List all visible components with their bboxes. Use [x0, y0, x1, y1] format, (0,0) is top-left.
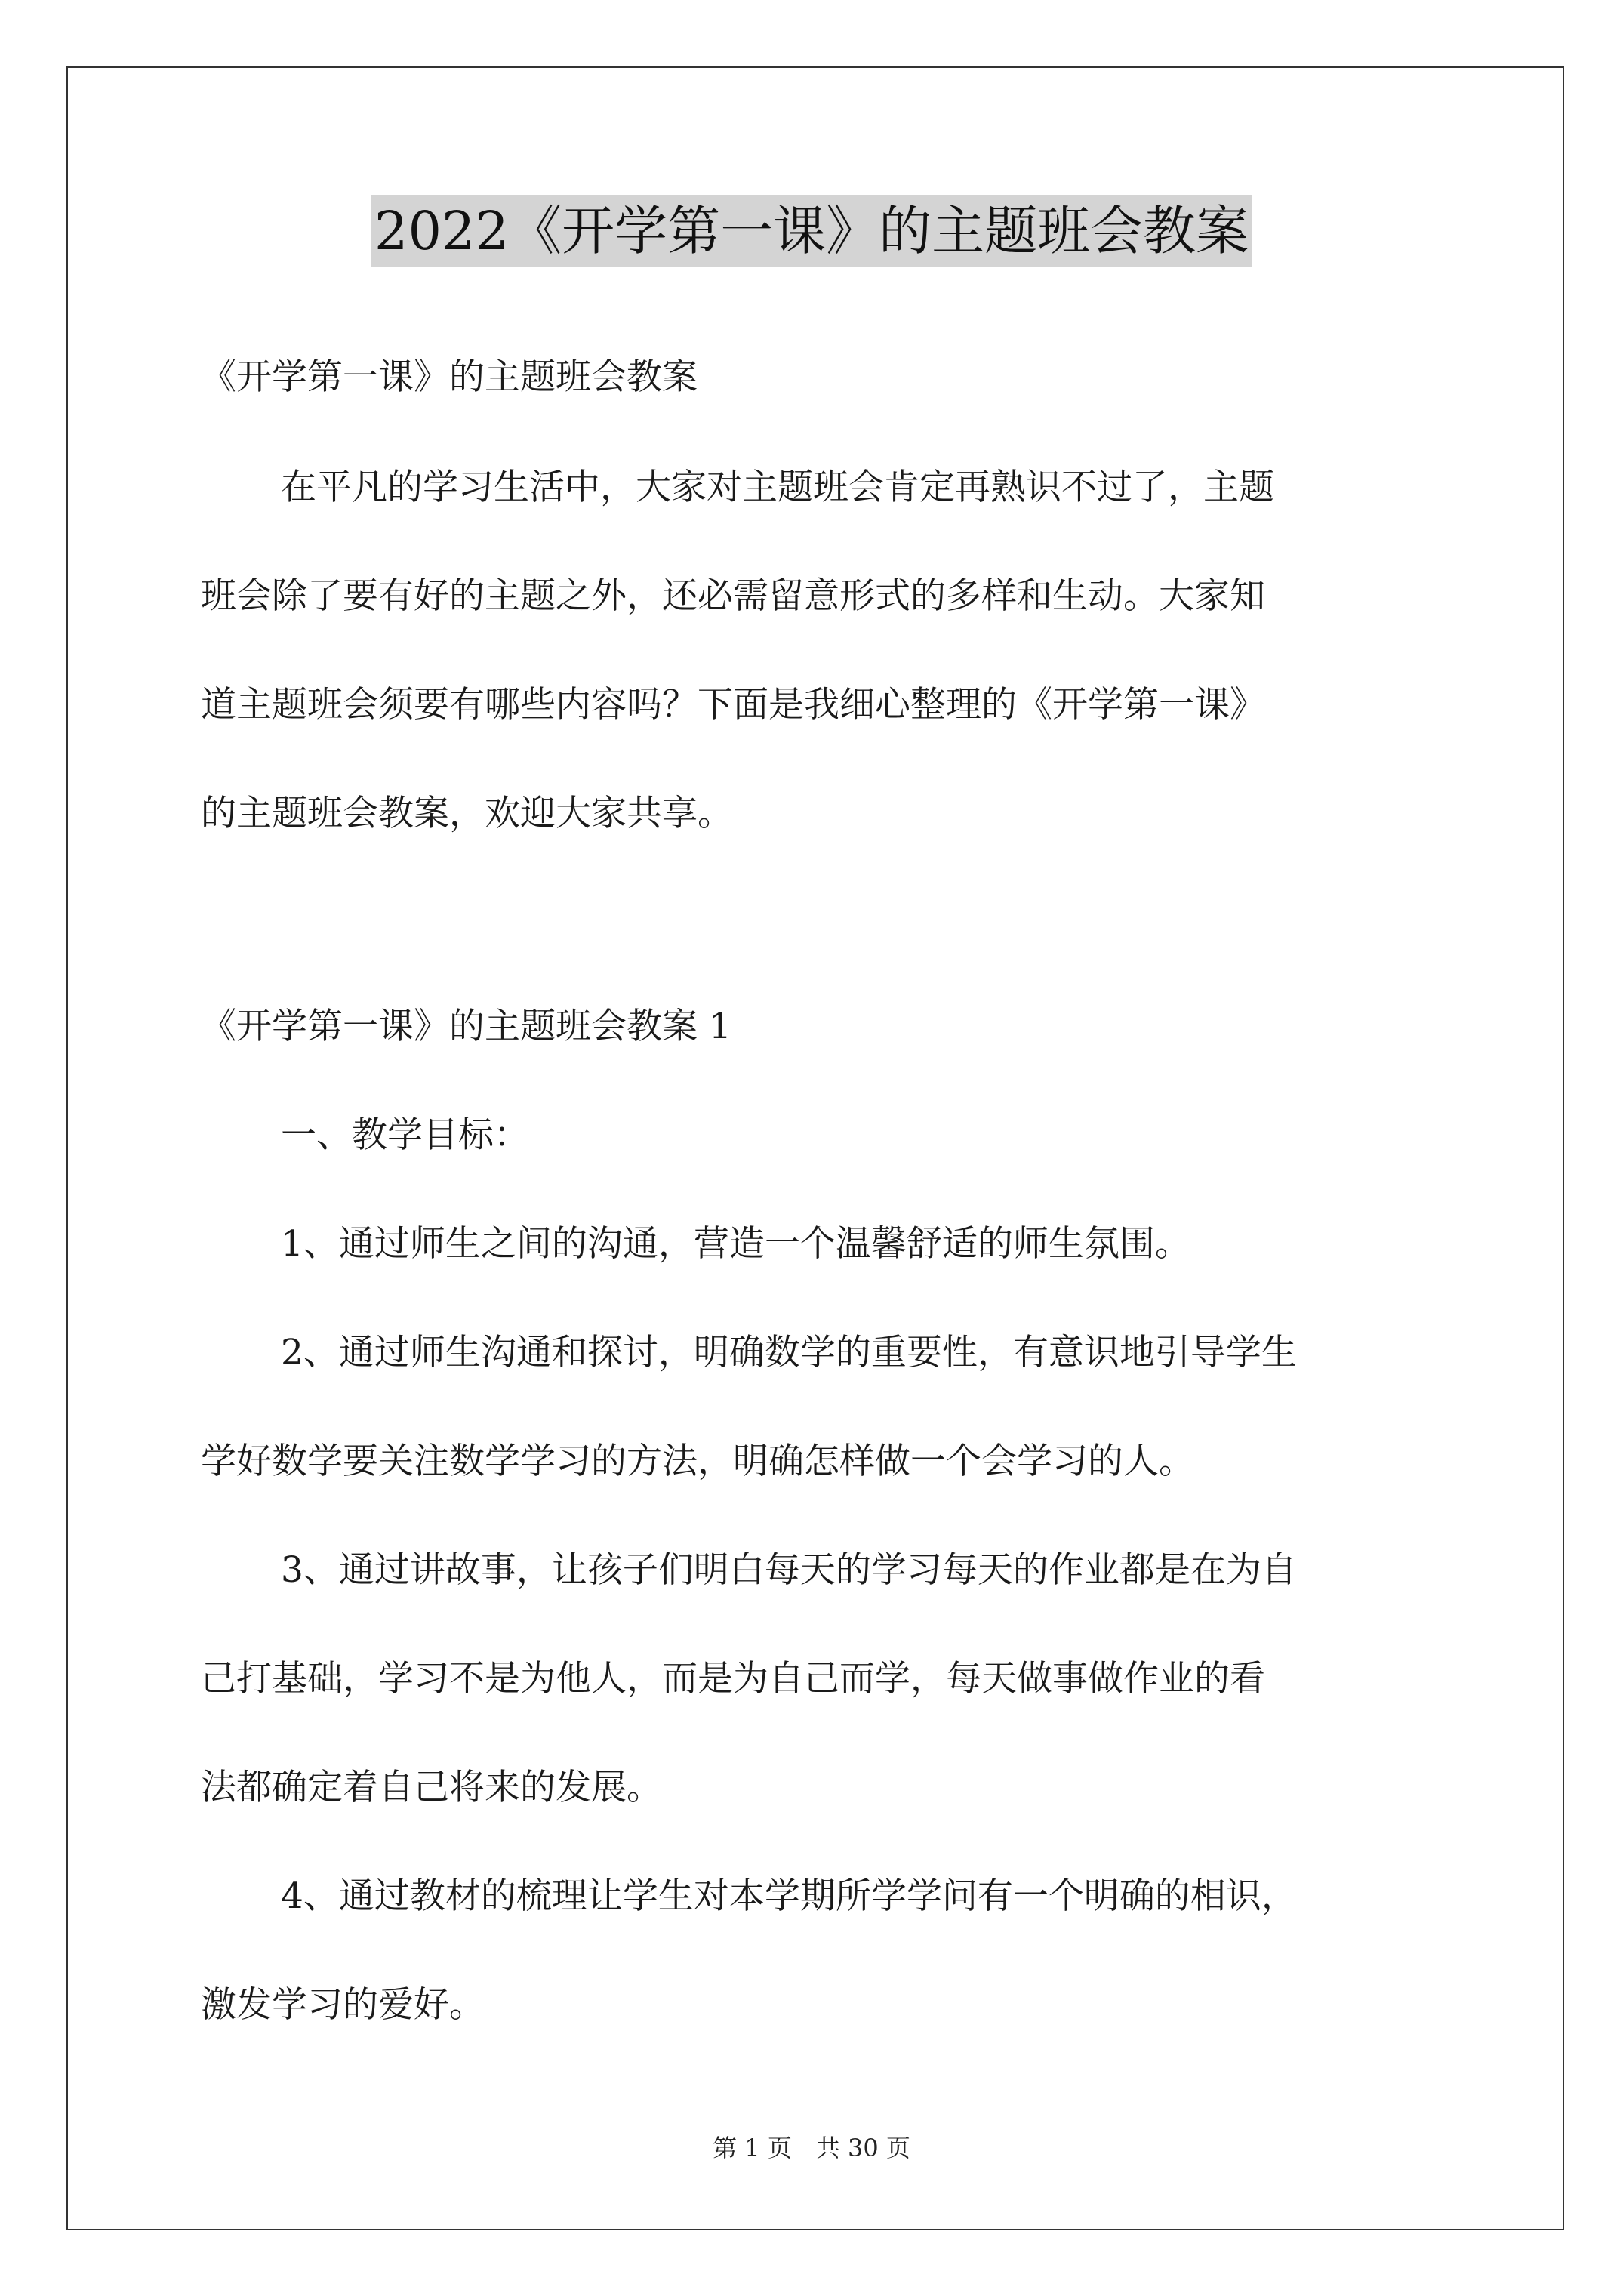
- subtitle-line: 《开学第一课》的主题班会教案: [201, 356, 698, 398]
- paragraph-line: 1、通过师生之间的沟通，营造一个温馨舒适的师生氛围。: [281, 1223, 1190, 1265]
- title-container: [0, 195, 1623, 267]
- page-footer: 第 1 页 共 30 页: [713, 2134, 910, 2162]
- paragraph-line: 在平凡的学习生活中，大家对主题班会肯定再熟识不过了，主题: [281, 467, 1274, 508]
- paragraph-line: 激发学习的爱好。: [201, 1984, 485, 2026]
- document-title: 2022《开学第一课》的主题班会教案: [371, 195, 1252, 267]
- paragraph-line: 3、通过讲故事，让孩子们明白每天的学习每天的作业都是在为自: [281, 1549, 1297, 1591]
- paragraph-line: 法都确定着自己将来的发展。: [201, 1767, 662, 1808]
- paragraph-line: 一、教学目标：: [281, 1114, 529, 1156]
- paragraph-line: 学好数学要关注数学学习的方法，明确怎样做一个会学习的人。: [201, 1441, 1194, 1482]
- paragraph-line: 班会除了要有好的主题之外，还必需留意形式的多样和生动。大家知: [201, 575, 1265, 617]
- paragraph-line: 道主题班会须要有哪些内容吗？下面是我细心整理的《开学第一课》: [201, 684, 1265, 726]
- paragraph-line: 4、通过教材的梳理让学生对本学期所学学问有一个明确的相识，: [281, 1875, 1297, 1917]
- paragraph-line: 的主题班会教案，欢迎大家共享。: [201, 793, 733, 834]
- paragraph-line: 己打基础，学习不是为他人，而是为自己而学，每天做事做作业的看: [201, 1658, 1265, 1700]
- section-heading: 《开学第一课》的主题班会教案 1: [201, 1006, 731, 1047]
- paragraph-line: 2、通过师生沟通和探讨，明确数学的重要性，有意识地引导学生: [281, 1332, 1297, 1373]
